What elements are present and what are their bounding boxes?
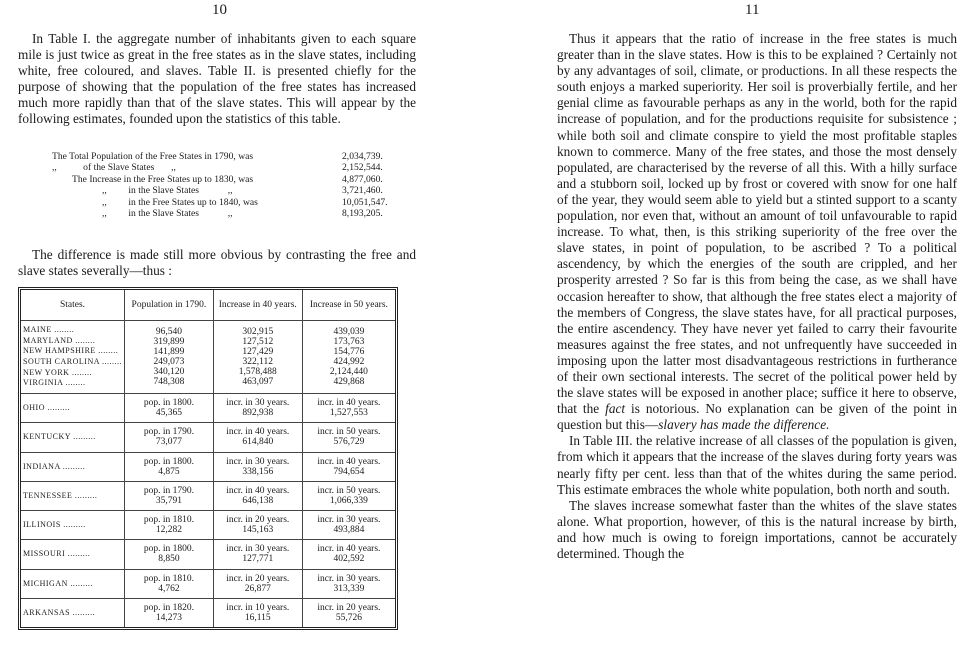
table-cell-line: incr. in 40 years.	[317, 544, 381, 555]
table-cell-line: 439,039	[333, 327, 365, 337]
table-cell-line: 2,124,440	[329, 367, 368, 377]
table-cell-line: 16,115	[244, 612, 271, 623]
table-cell-line: NEW YORK ........	[23, 367, 92, 377]
table-cell-line: pop. in 1810.	[143, 515, 194, 526]
table-cell	[213, 540, 302, 569]
estimate-row: The Increase in the Free States up to 1830, was 4,877,060.	[72, 173, 383, 185]
population-table	[18, 287, 398, 630]
table-cell	[125, 481, 214, 510]
table-cell	[125, 540, 214, 569]
table-cell-line: 424,992	[333, 357, 365, 367]
table-cell-line: 748,308	[153, 377, 185, 387]
table-cell-line: MARYLAND ........	[23, 335, 96, 345]
table-cell	[125, 569, 214, 598]
table-cell-line: SOUTH CAROLINA ........	[23, 357, 123, 366]
table-cell	[302, 511, 395, 540]
table-cell-line: 4,875	[158, 466, 180, 477]
table-cell-line: 127,771	[242, 554, 274, 565]
table-cell-line: 576,729	[333, 437, 365, 448]
state-name: MICHIGAN .........	[21, 569, 125, 598]
table-cell-line: 429,868	[333, 377, 365, 387]
table-row	[21, 569, 395, 598]
state-name: MISSOURI .........	[21, 540, 125, 569]
table-cell-line: 96,540	[155, 327, 182, 337]
table-cell-line: 45,365	[155, 408, 182, 419]
table-cell-line: VIRGINIA ........	[23, 378, 86, 388]
state-name: KENTUCKY .........	[21, 423, 125, 452]
table-cell-line: 1,527,553	[329, 408, 368, 419]
page-number: 11	[745, 2, 760, 18]
table-cell-line: 249,073	[153, 357, 185, 367]
table-row	[21, 540, 395, 569]
table-cell	[125, 394, 214, 423]
table-cell-line: 1,578,488	[238, 367, 277, 377]
state-name: ARKANSAS .........	[21, 598, 125, 627]
table-cell-line: 493,884	[333, 525, 365, 536]
table-row	[21, 481, 395, 510]
table-cell	[302, 569, 395, 598]
table-row	[21, 452, 395, 481]
table-cell-line: 313,339	[333, 583, 365, 594]
estimate-row: ,, of the Slave States ,, 2,152,544.	[52, 162, 383, 174]
table-cell-line: pop. in 1800.	[143, 544, 194, 555]
paragraph: The difference is made still more obvious by contrasting the free and slave states severally—thus :	[18, 247, 416, 279]
table-cell	[213, 423, 302, 452]
inc50	[302, 321, 395, 394]
states	[21, 321, 125, 394]
estimate-row: ,, in the Slave States ,, 3,721,460.	[102, 185, 383, 197]
table-cell-line: 322,112	[242, 357, 274, 367]
state-name: INDIANA .........	[21, 452, 125, 481]
table-cell	[302, 598, 395, 627]
paragraph: Thus it appears that the ratio of increase in the free states is much greater than in the slave states. How is this to be explained ? Certainly not by any advantages of soil, climate, or productions. In all these respects the south enjoys a marked superiority. Her soil is proverbially fertile, and her genial clime as favourable perhaps as any in the world, both for the rapid increase of population, and for the productions requisite for subsistence ; while both soil and climate conspire to yield the most profitable staples known to commerce. Many of the free states, and those the most densely populated, are characterised by the reverse of all this. With a hilly surface and a stubborn soil, locked up by frost or covered with snow for one half of the year, they would seem able to yield but a stinted support to a scanty population, nor even that, without an amount of toil unfavourable to rapid increase. To what, then, is this striking superiority of the free over the slave states, in point of population, to be ascribed ? To a political ascendency, by which the energies of the south are crippled, and her prosperity arrested ? So far is this from being the case, as we shall have occasion hereafter to show, that although the free states elect a majority of the members of Congress, the slave states have, for all practical purposes, the entire ascendency. They have never yet failed to carry their favourite measures against the free states, and not unfrequently have succeeded in imposing upon the latter most disadvantageous restrictions in furtherance of their own sectional interests. The secret of the political power held by the slave states will be exposed in another place; suffice it here to observe, that the fact is notorious. No explanation can be given of the point in question but this—slavery has made the difference.	[557, 31, 957, 433]
inc40	[213, 321, 302, 394]
table-cell-line: incr. in 30 years.	[226, 398, 290, 409]
paragraph: In Table I. the aggregate number of inhabitants given to each square mile is just twice as great in the free states as in the slave states, including white, free coloured, and slaves. Table II. is presented chiefly for the purpose of showing that the population of the free states has increased much more rapidly than that of the slave states. This will appear by the following estimates, founded upon the statistics of this table.	[18, 31, 416, 127]
table-cell-line: incr. in 40 years.	[317, 456, 381, 467]
table-cell-line: pop. in 1790.	[143, 485, 194, 496]
table-cell-line: 12,282	[155, 525, 182, 536]
table-cell	[125, 598, 214, 627]
table-cell	[302, 481, 395, 510]
table-cell-line: incr. in 40 years.	[226, 427, 290, 438]
estimates-list	[52, 151, 412, 219]
table-cell	[302, 540, 395, 569]
table-cell-line: incr. in 40 years.	[226, 485, 290, 496]
table-cell-line: 8,850	[158, 554, 180, 565]
table-cell	[213, 452, 302, 481]
table-cell-line: 1,066,339	[329, 495, 368, 506]
table-row	[21, 598, 395, 627]
table-row	[21, 394, 395, 423]
italic-text: slavery has made the difference.	[658, 417, 830, 433]
table-cell-line: 402,592	[333, 554, 365, 565]
table-cell	[213, 511, 302, 540]
table-cell	[302, 423, 395, 452]
table-cell-line: incr. in 20 years.	[226, 573, 290, 584]
table-cell-line: incr. in 50 years.	[317, 485, 381, 496]
table-row	[21, 423, 395, 452]
table-cell-line: 338,156	[242, 466, 274, 477]
table-cell-line: incr. in 20 years.	[317, 602, 381, 613]
table-cell-line: 35,791	[155, 495, 182, 506]
table-cell-line: incr. in 50 years.	[317, 427, 381, 438]
table-cell	[213, 481, 302, 510]
table-cell	[125, 511, 214, 540]
table-cell-line: 127,512	[242, 337, 274, 347]
state-name: TENNESSEE .........	[21, 481, 125, 510]
table-cell-line: 173,763	[333, 337, 365, 347]
estimate-row: ,, in the Free States up to 1840, was 10,051,547.	[102, 196, 388, 208]
right-page-text	[557, 31, 957, 562]
table-cell-line: 463,097	[242, 377, 274, 387]
table-cell-line: incr. in 30 years.	[317, 573, 381, 584]
table-cell-line: 55,726	[335, 612, 362, 623]
table-cell-line: NEW HAMPSHIRE ........	[23, 346, 119, 356]
column-header: Increase in 40 years.	[213, 290, 302, 321]
column-header: Increase in 50 years.	[302, 290, 395, 321]
table-cell	[213, 394, 302, 423]
table-cell-line: pop. in 1790.	[143, 427, 194, 438]
table-cell	[125, 452, 214, 481]
table-cell-line: 141,899	[153, 347, 185, 357]
table-cell-line: 340,120	[153, 367, 185, 377]
paragraph: In Table III. the relative increase of all classes of the population is given, from which it appears that the increase of the slaves during forty years was nearly fifty per cent. less than that of the whites during the same period. This estimate embraces the whole white population, both north and south.	[557, 433, 957, 497]
table-cell-line: incr. in 30 years.	[226, 456, 290, 467]
table-cell-line: 302,915	[242, 327, 274, 337]
page-number: 10	[212, 2, 227, 18]
table-cell	[125, 423, 214, 452]
table-cell-line: 646,138	[242, 495, 274, 506]
table-cell-line: 4,762	[158, 583, 180, 594]
table-cell	[213, 598, 302, 627]
table-cell-line: MAINE ........	[23, 324, 75, 334]
paragraph: The slaves increase somewhat faster than the whites of the slave states alone. What proportion, however, of this is the natural increase by birth, and how much is owing to foreign importations, cannot be accurately determined. Though the	[557, 497, 957, 561]
estimate-row: ,, in the Slave States ,, 8,193,205.	[102, 208, 383, 220]
italic-text: fact	[605, 401, 626, 417]
table-cell	[302, 394, 395, 423]
state-name: ILLINOIS .........	[21, 511, 125, 540]
table-cell-line: incr. in 20 years.	[226, 515, 290, 526]
table-cell-line: pop. in 1820.	[143, 602, 194, 613]
table-cell-line: 73,077	[155, 437, 182, 448]
table-cell-line: pop. in 1800.	[143, 398, 194, 409]
table-row	[21, 321, 395, 394]
table-cell-line: 127,429	[242, 347, 274, 357]
table-row	[21, 511, 395, 540]
column-header: States.	[59, 300, 86, 310]
estimate-row: The Total Population of the Free States in 1790, was 2,034,739.	[52, 151, 383, 162]
table-cell	[213, 569, 302, 598]
table-header-row	[21, 290, 395, 321]
table-cell-line: pop. in 1800.	[143, 456, 194, 467]
table-cell-line: pop. in 1810.	[143, 573, 194, 584]
column-header: Population in 1790.	[125, 290, 214, 321]
table-cell	[302, 452, 395, 481]
pop	[125, 321, 214, 394]
table-cell-line: incr. in 40 years.	[317, 398, 381, 409]
table-cell-line: 319,899	[153, 337, 185, 347]
table-cell-line: 154,776	[333, 347, 365, 357]
table-cell-line: 145,163	[242, 525, 274, 536]
table-cell-line: 892,938	[242, 408, 274, 419]
table-cell-line: incr. in 30 years.	[226, 544, 290, 555]
table-cell-line: 14,273	[155, 612, 182, 623]
table-cell-line: 26,877	[244, 583, 271, 594]
table-cell-line: 794,654	[333, 466, 365, 477]
table-cell-line: incr. in 30 years.	[317, 515, 381, 526]
table-cell-line: incr. in 10 years.	[226, 602, 290, 613]
state-name: OHIO .........	[21, 394, 125, 423]
table-cell-line: 614,840	[242, 437, 274, 448]
